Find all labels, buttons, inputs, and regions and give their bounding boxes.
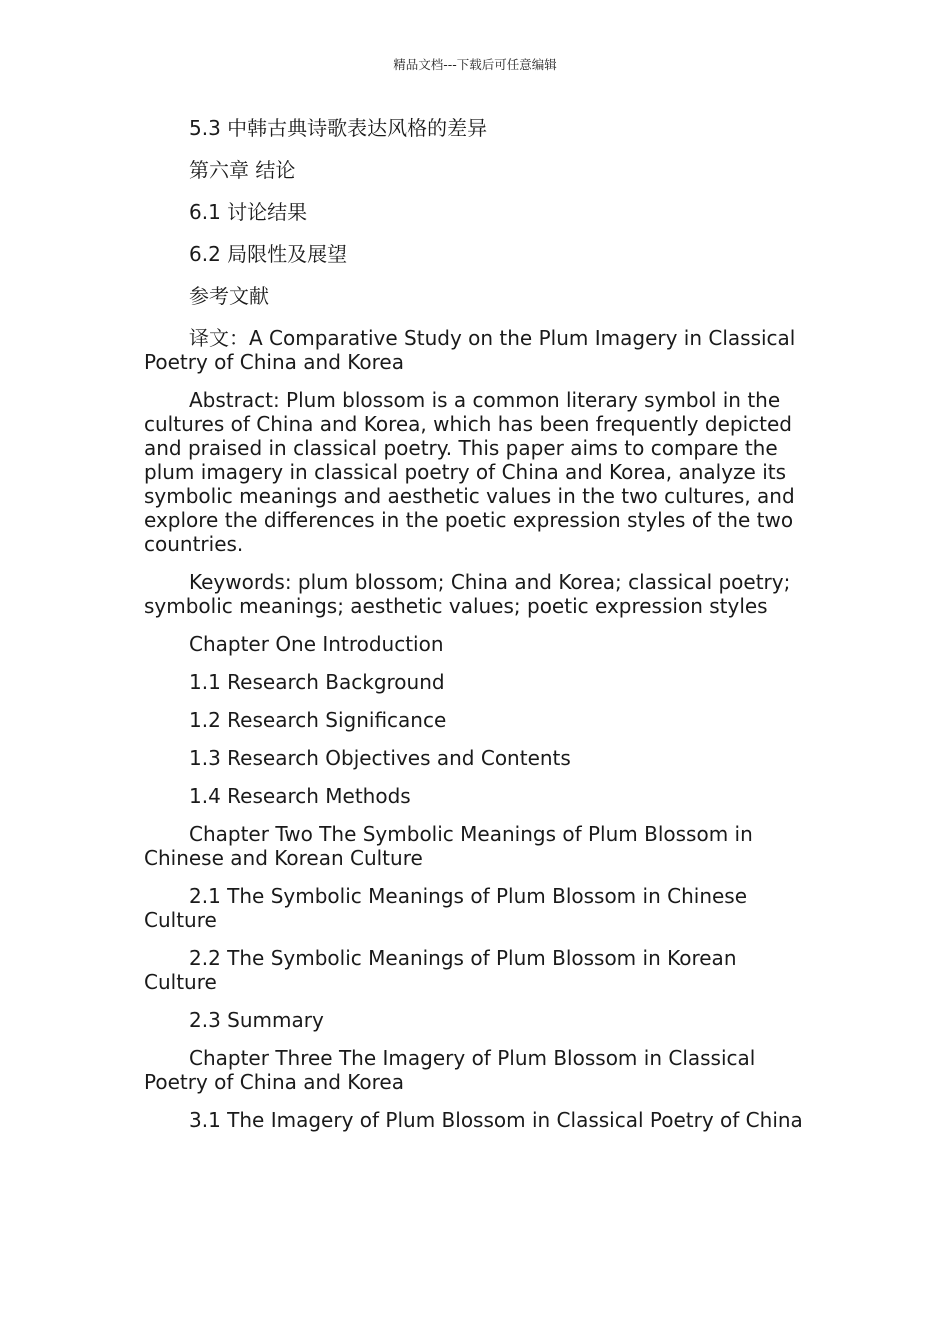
toc-chapter-1: Chapter One Introduction: [189, 632, 444, 656]
page-header: 精品文档---下载后可任意编辑: [393, 57, 557, 72]
toc-item-5-3: 5.3 中韩古典诗歌表达风格的差异: [189, 116, 488, 140]
keywords-paragraph: Keywords: plum blossom; China and Korea; classical poetry; symbolic meanings; aesthetic values; poetic expression styles: [144, 570, 791, 618]
toc-item-6-1: 6.1 讨论结果: [189, 200, 308, 224]
document-body: [144, 116, 810, 1146]
toc-item-2-3: 2.3 Summary: [189, 1008, 324, 1032]
toc-item-2-2: 2.2 The Symbolic Meanings of Plum Blossom in Korean Culture: [144, 946, 737, 994]
toc-item-3-1: 3.1 The Imagery of Plum Blossom in Classical Poetry of China: [189, 1108, 803, 1132]
toc-item-2-1: 2.1 The Symbolic Meanings of Plum Blossom in Chinese Culture: [144, 884, 748, 932]
toc-item-6-2: 6.2 局限性及展望: [189, 242, 348, 266]
toc-item-1-1: 1.1 Research Background: [189, 670, 445, 694]
toc-chapter-3: Chapter Three The Imagery of Plum Blossom in Classical Poetry of China and Korea: [144, 1046, 756, 1094]
toc-item-1-3: 1.3 Research Objectives and Contents: [189, 746, 571, 770]
toc-references: 参考文献: [189, 284, 269, 308]
toc-chapter-2: Chapter Two The Symbolic Meanings of Plum Blossom in Chinese and Korean Culture: [144, 822, 753, 870]
toc-chapter-6: 第六章 结论: [189, 158, 296, 182]
toc-item-1-4: 1.4 Research Methods: [189, 784, 411, 808]
abstract-paragraph: Abstract: Plum blossom is a common literary symbol in the cultures of China and Korea, which has been frequently depicted and praised in classical poetry. This paper aims to compare the plum imagery in classical poetry of China and Korea, analyze its symbolic meanings and aesthetic values in the two cultures, and explore the differences in the poetic expression styles of the two countries.: [144, 388, 795, 556]
translation-title: 译文：A Comparative Study on the Plum Imagery in Classical Poetry of China and Korea: [144, 326, 796, 374]
toc-item-1-2: 1.2 Research Significance: [189, 708, 447, 732]
